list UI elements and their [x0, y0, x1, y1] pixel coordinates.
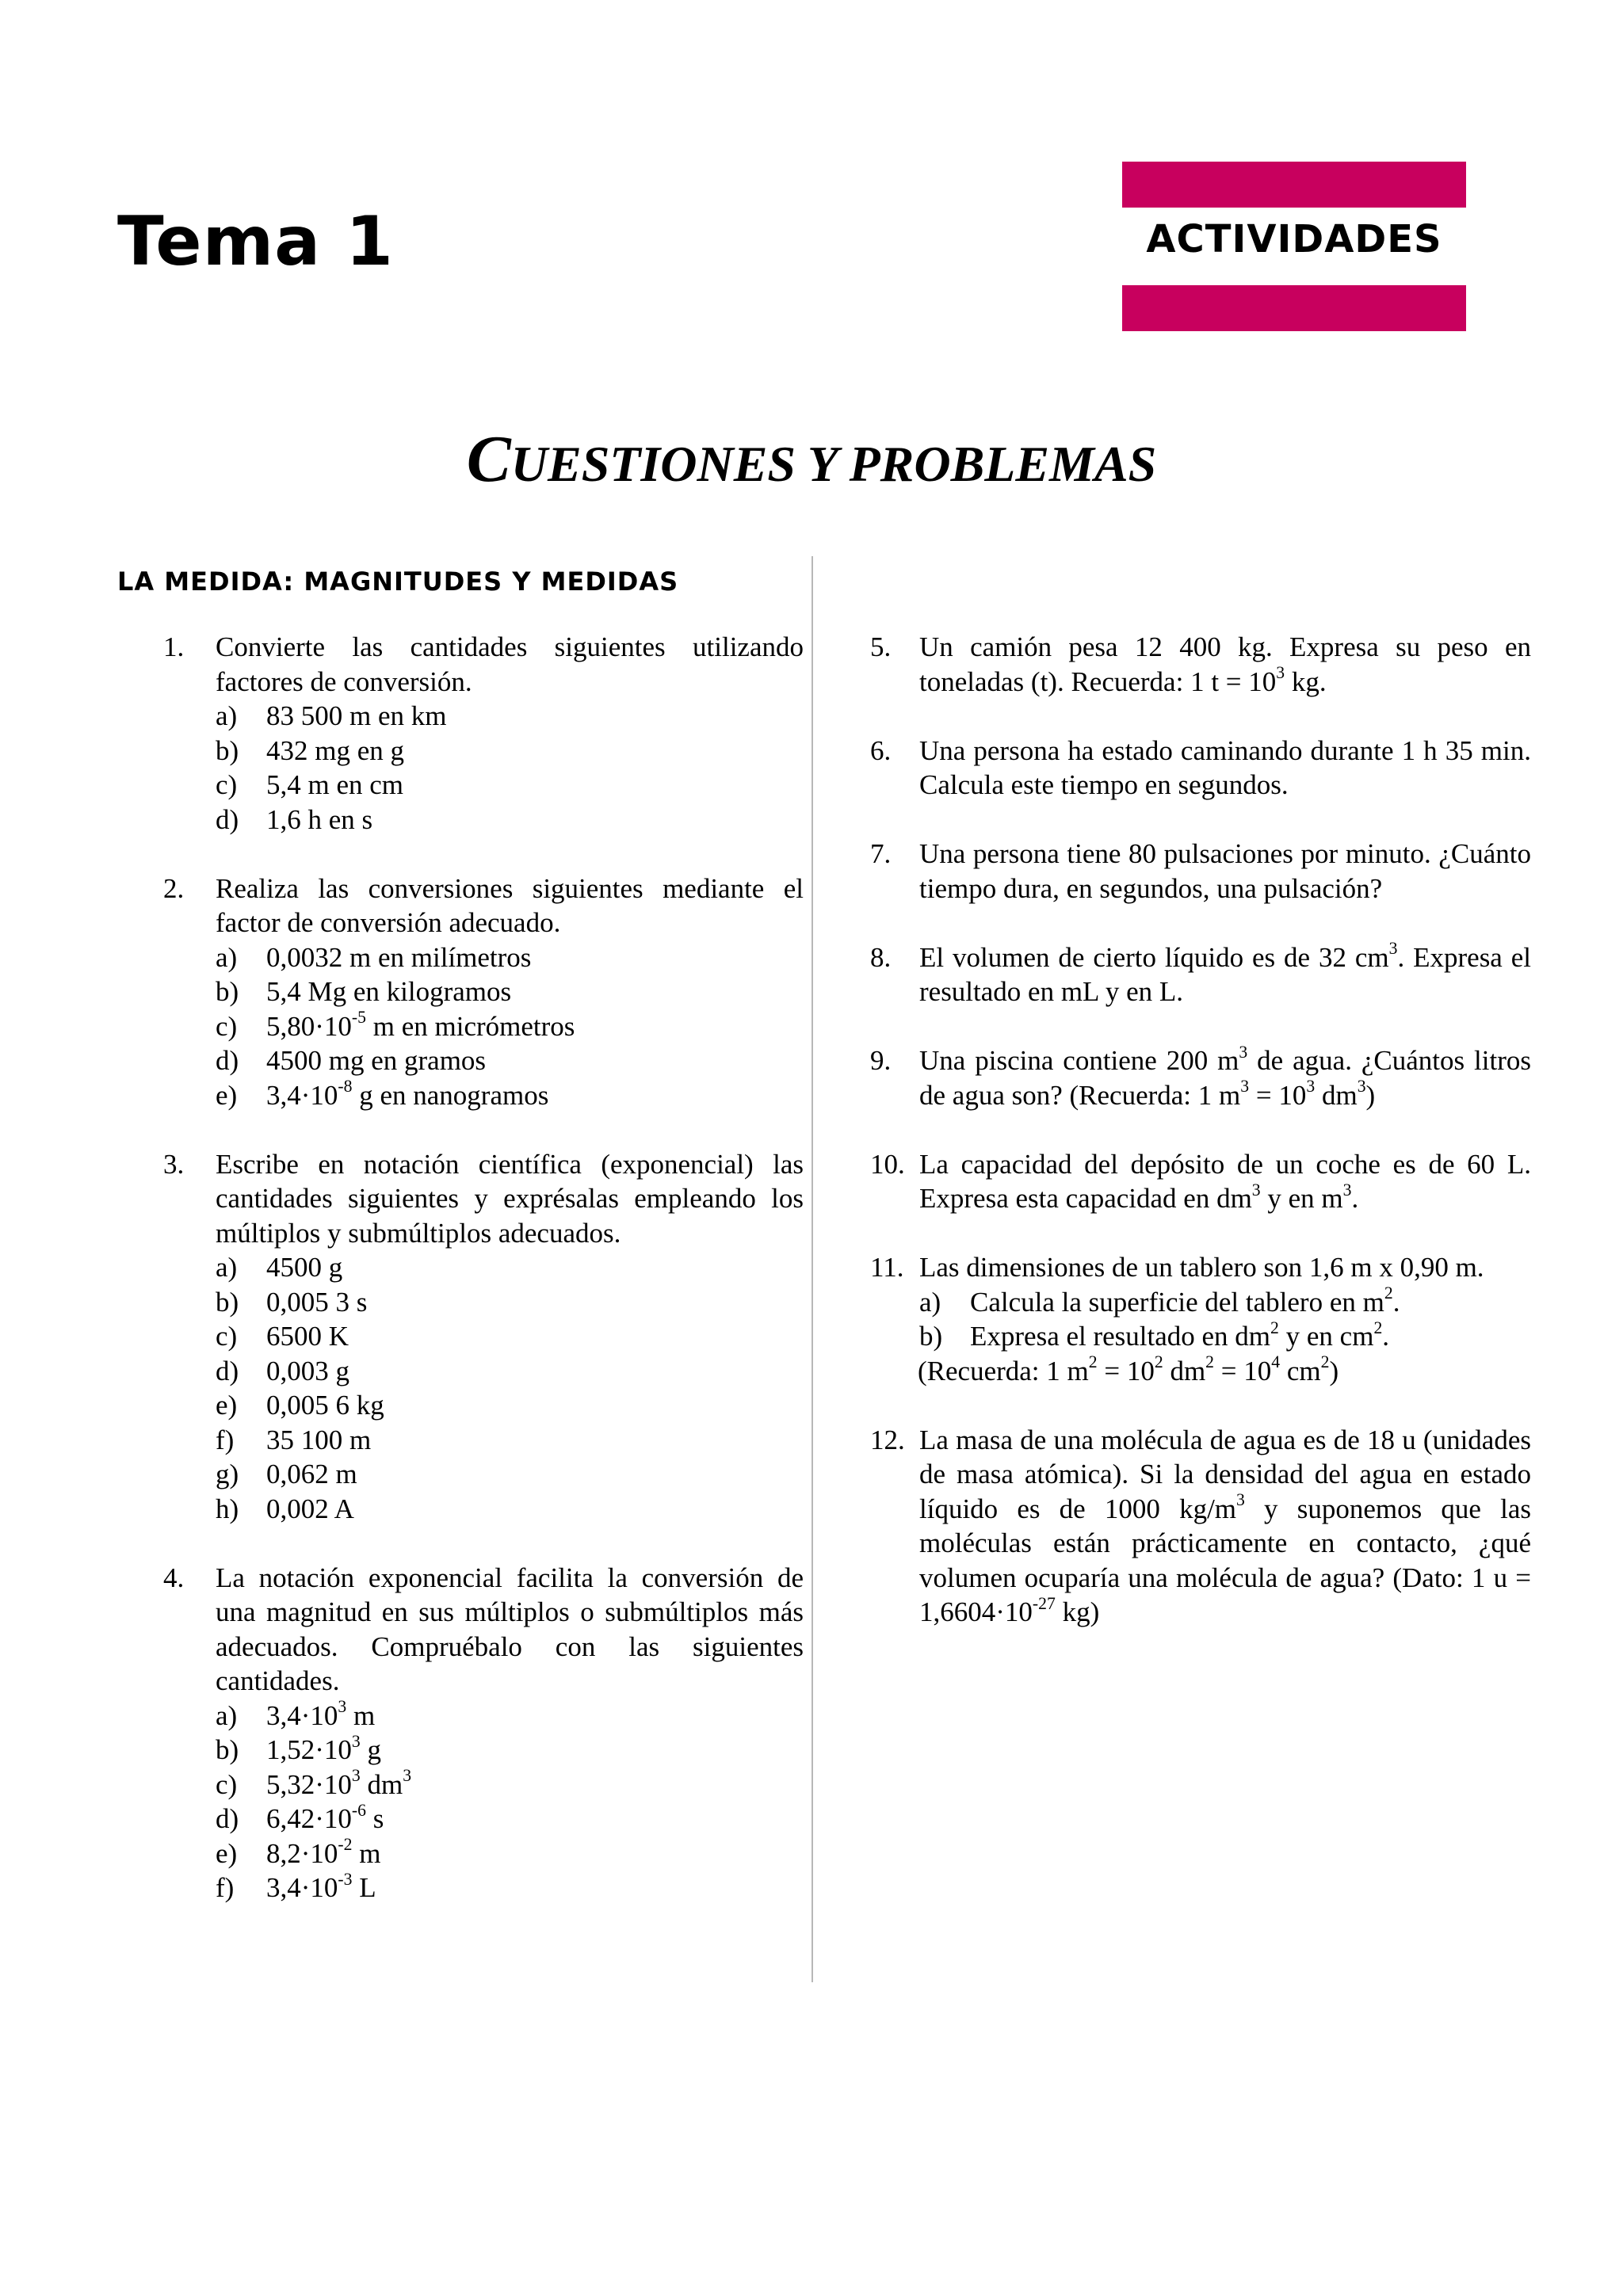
item-text: 83 500 m en km	[266, 700, 447, 731]
problem-5	[838, 630, 1531, 699]
tema-title: Tema 1	[117, 202, 394, 281]
text-part: )	[1329, 1355, 1339, 1386]
list-item	[216, 1836, 804, 1871]
item-label: b)	[216, 1286, 239, 1318]
problem-number: 8.	[870, 941, 892, 973]
item-base: 8,2·10	[266, 1837, 338, 1869]
problem-7	[838, 837, 1531, 906]
item-base: 6,42·10	[266, 1803, 352, 1834]
text-part: El volumen de cierto líquido es de 32 cm	[919, 941, 1389, 973]
superscript: 2	[1270, 1318, 1279, 1337]
right-column	[838, 630, 1531, 1664]
text-part: kg.	[1285, 666, 1327, 697]
text-part: Expresa el resultado en dm	[970, 1321, 1271, 1352]
text-part: .	[1382, 1321, 1390, 1352]
item-exponent: 3	[338, 1697, 347, 1717]
text-part: La capacidad del depósito de un coche es de 60 L. Expresa esta capacidad en dm	[919, 1148, 1531, 1214]
list-item	[216, 803, 804, 837]
item-after: m	[346, 1699, 376, 1731]
item-text: 35 100 m	[266, 1424, 372, 1455]
text-part: dm	[1315, 1079, 1358, 1111]
superscript: 3	[1306, 1077, 1316, 1097]
problem-text	[919, 1423, 1531, 1630]
text-part: kg)	[1055, 1596, 1100, 1627]
item-label: a)	[216, 1252, 238, 1283]
superscript: 2	[1384, 1283, 1393, 1303]
problem-items	[216, 699, 804, 837]
problem-8	[838, 940, 1531, 1009]
item-base: 1,52·10	[266, 1734, 352, 1765]
item-label: e)	[216, 1079, 238, 1111]
item-label: e)	[216, 1837, 238, 1869]
column-divider	[812, 556, 813, 1982]
item-exponent: -5	[351, 1008, 366, 1028]
reminder-note	[918, 1354, 1531, 1389]
text-part: . Expresa el resultado en mL y en L.	[919, 941, 1532, 1007]
text-part: = 10	[1214, 1355, 1272, 1386]
superscript: 3	[1236, 1490, 1245, 1510]
item-text: 0,0032 m en milímetros	[266, 941, 532, 973]
text-part: = 10	[1097, 1355, 1155, 1386]
item-label: a)	[216, 1699, 238, 1731]
item-text: 6500 K	[266, 1321, 349, 1352]
badge-top-bar	[1122, 162, 1466, 208]
problem-number: 2.	[163, 872, 185, 904]
text-part: dm	[1163, 1355, 1206, 1386]
problem-2	[117, 871, 804, 1113]
problem-number: 7.	[870, 838, 892, 869]
item-text: 0,003 g	[266, 1355, 349, 1386]
item-label: b)	[919, 1321, 943, 1352]
list-item	[216, 1733, 804, 1768]
text-part: (Recuerda: 1 m	[918, 1355, 1089, 1386]
problem-11	[838, 1250, 1531, 1388]
superscript: 3	[1388, 939, 1398, 959]
problem-items	[919, 1285, 1531, 1354]
text-part: )	[1365, 1079, 1376, 1111]
main-title-initial: C	[466, 422, 511, 496]
item-label: b)	[216, 1734, 239, 1765]
left-column	[117, 630, 804, 1939]
problem-text	[919, 940, 1531, 1009]
main-title	[0, 422, 1623, 496]
list-item	[919, 1319, 1531, 1354]
item-exponent: -6	[351, 1800, 366, 1820]
item-after: g en nanogramos	[352, 1079, 549, 1111]
list-item	[216, 1423, 804, 1458]
problem-6	[838, 734, 1531, 803]
list-item	[216, 1768, 804, 1802]
text-part: La masa de una molécula de agua es de 18 u (unidades de masa atómica). Si la densidad del agua en estado líquido es de 1000 kg/m	[919, 1424, 1531, 1524]
section-heading: LA MEDIDA: MAGNITUDES Y MEDIDAS	[117, 566, 679, 597]
list-item	[216, 974, 804, 1009]
problem-number: 6.	[870, 734, 892, 766]
item-label: d)	[216, 1045, 239, 1076]
superscript: 3	[1240, 1077, 1250, 1097]
problem-number: 9.	[870, 1045, 892, 1076]
superscript: 2	[1373, 1318, 1383, 1337]
superscript: 2	[1154, 1352, 1163, 1372]
item-text: 5,4 m en cm	[266, 769, 404, 800]
text-part: .	[1392, 1286, 1400, 1318]
item-exponent: -8	[338, 1077, 353, 1097]
item-exponent: -2	[338, 1835, 353, 1855]
problem-number: 12.	[870, 1424, 905, 1455]
list-item	[216, 1492, 804, 1527]
item-exponent: 3	[351, 1766, 361, 1786]
list-item	[216, 1802, 804, 1836]
item-base: 3,4·10	[266, 1872, 338, 1903]
superscript: 3	[1342, 1180, 1352, 1199]
item-label: c)	[216, 1010, 238, 1042]
problem-number: 10.	[870, 1148, 905, 1180]
list-item	[919, 1285, 1531, 1320]
list-item	[216, 1699, 804, 1733]
superscript: 2	[1088, 1352, 1098, 1372]
problem-text: Escribe en notación científica (exponencial) las cantidades siguientes y exprésalas empleando los múltiplos y submúltiplos adecuados.	[216, 1148, 804, 1249]
list-item	[216, 699, 804, 734]
list-item	[216, 1078, 804, 1113]
problem-text	[919, 1043, 1531, 1112]
text-part: Calcula la superficie del tablero en m	[970, 1286, 1384, 1318]
problem-3	[117, 1147, 804, 1527]
problem-text	[919, 630, 1531, 699]
problem-4	[117, 1561, 804, 1905]
problem-number: 11.	[870, 1252, 904, 1283]
superscript: -27	[1032, 1593, 1056, 1613]
item-label: c)	[216, 1321, 238, 1352]
item-label: a)	[919, 1286, 941, 1318]
item-after: s	[365, 1803, 384, 1834]
item-text: 1,6 h en s	[266, 803, 373, 835]
item-label: c)	[216, 1768, 238, 1800]
item-exponent: -3	[338, 1869, 353, 1889]
problem-text: Una persona ha estado caminando durante 1 h 35 min. Calcula este tiempo en segundos.	[919, 734, 1531, 800]
item-after: L	[352, 1872, 376, 1903]
text-part: y en m	[1260, 1183, 1343, 1214]
text-part: de agua. ¿Cuántos litros de agua son? (Recuerda: 1 m	[919, 1045, 1531, 1111]
item-label: d)	[216, 1355, 239, 1386]
list-item	[216, 1457, 804, 1492]
text-part: Una piscina contiene 200 m	[919, 1045, 1239, 1076]
text-part: Un camión pesa 12 400 kg. Expresa su peso en toneladas (t). Recuerda: 1 t = 10	[919, 631, 1531, 697]
problem-number: 3.	[163, 1148, 185, 1180]
item-text: 5,4 Mg en kilogramos	[266, 976, 512, 1007]
item-label: f)	[216, 1424, 235, 1455]
item-base: 3,4·10	[266, 1079, 338, 1111]
item-label: d)	[216, 1803, 239, 1834]
problem-number: 1.	[163, 631, 185, 662]
item-text: 0,005 3 s	[266, 1286, 368, 1318]
text-part: .	[1351, 1183, 1359, 1214]
problem-text	[919, 1147, 1531, 1216]
problem-9	[838, 1043, 1531, 1112]
problem-items	[216, 940, 804, 1113]
superscript: 3	[1276, 663, 1285, 683]
item-text: 0,002 A	[266, 1493, 354, 1524]
list-item	[216, 1319, 804, 1354]
item-after: m en micrómetros	[365, 1010, 575, 1042]
problem-text: Una persona tiene 80 pulsaciones por minuto. ¿Cuánto tiempo dura, en segundos, una pulsación?	[919, 838, 1531, 904]
list-item	[216, 1043, 804, 1078]
item-label: a)	[216, 700, 238, 731]
item-label: b)	[216, 976, 239, 1007]
list-item	[216, 1009, 804, 1044]
problem-number: 4.	[163, 1562, 185, 1593]
item-text: 0,005 6 kg	[266, 1390, 384, 1421]
item-after: m	[352, 1837, 381, 1869]
item-text: 4500 mg en gramos	[266, 1045, 487, 1076]
list-item	[216, 940, 804, 975]
list-item	[216, 1354, 804, 1389]
text-part: = 10	[1249, 1079, 1307, 1111]
main-title-rest: UESTIONES Y PROBLEMAS	[510, 436, 1157, 492]
superscript: 3	[1251, 1180, 1261, 1199]
list-item	[216, 768, 804, 803]
list-item	[216, 734, 804, 769]
item-base: 5,32·10	[266, 1768, 352, 1800]
item-base: 5,80·10	[266, 1010, 352, 1042]
problem-items	[216, 1250, 804, 1526]
item-label: d)	[216, 803, 239, 835]
item-text: 0,062 m	[266, 1459, 357, 1489]
item-exponent: 3	[351, 1731, 361, 1751]
item-exponent-2: 3	[403, 1766, 412, 1786]
problem-text: Realiza las conversiones siguientes mediante el factor de conversión adecuado.	[216, 872, 804, 938]
problem-1	[117, 630, 804, 837]
problem-12	[838, 1423, 1531, 1630]
item-label: b)	[216, 734, 239, 766]
superscript: 2	[1320, 1352, 1330, 1372]
problem-text: Las dimensiones de un tablero son 1,6 m x 0,90 m.	[919, 1252, 1484, 1283]
item-base: 3,4·10	[266, 1699, 338, 1731]
item-text: 4500 g	[266, 1252, 343, 1283]
item-label: g)	[216, 1459, 239, 1489]
item-after: g	[360, 1734, 381, 1765]
list-item	[216, 1388, 804, 1423]
item-text: 432 mg en g	[266, 734, 405, 766]
badge-bottom-bar	[1122, 285, 1466, 331]
problem-items	[216, 1699, 804, 1905]
item-label: f)	[216, 1872, 235, 1903]
item-label: h)	[216, 1493, 239, 1524]
item-label: a)	[216, 941, 238, 973]
superscript: 3	[1357, 1077, 1366, 1097]
problem-10	[838, 1147, 1531, 1216]
superscript: 3	[1239, 1042, 1248, 1062]
list-item	[216, 1871, 804, 1905]
problem-text: La notación exponencial facilita la conversión de una magnitud en sus múltiplos o submúltiplos más adecuados. Compruébalo con las siguientes cantidades.	[216, 1562, 804, 1696]
problem-number: 5.	[870, 631, 892, 662]
superscript: 4	[1271, 1352, 1281, 1372]
text-part: y suponemos que las moléculas están prácticamente en contacto, ¿qué volumen ocuparía una molécula de agua? (Dato: 1 u = 1,6604·10	[919, 1493, 1531, 1627]
item-mid: dm	[360, 1768, 403, 1800]
item-label: e)	[216, 1390, 238, 1421]
text-part: y en cm	[1278, 1321, 1374, 1352]
problem-text: Convierte las cantidades siguientes utilizando factores de conversión.	[216, 631, 804, 697]
list-item	[216, 1250, 804, 1285]
superscript: 2	[1205, 1352, 1215, 1372]
activities-badge: ACTIVIDADES	[1146, 217, 1442, 261]
text-part: cm	[1280, 1355, 1321, 1386]
item-label: c)	[216, 769, 238, 800]
list-item	[216, 1285, 804, 1320]
